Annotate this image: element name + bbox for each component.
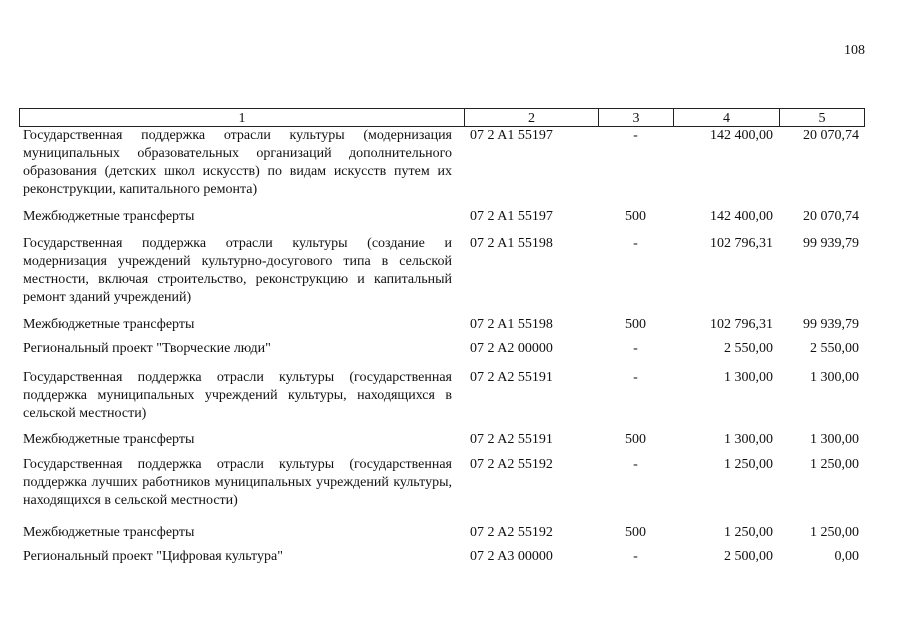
row-name: Государственная поддержка отрасли культуры (государственная поддержка муниципальных учреждений культуры, находящихся в сельской местности) — [23, 370, 452, 421]
row-type: - — [633, 370, 638, 385]
table-row — [19, 235, 865, 307]
table-row — [19, 524, 865, 542]
row-value-5: 2 550,00 — [810, 341, 859, 356]
row-type: 500 — [625, 432, 646, 447]
header-col-1: 1 — [20, 109, 465, 126]
table-row — [19, 340, 865, 358]
row-type: - — [633, 236, 638, 251]
row-type: 500 — [625, 317, 646, 332]
row-value-5: 20 070,74 — [803, 128, 859, 143]
row-code: 07 2 A1 55198 — [470, 236, 553, 251]
row-value-4: 142 400,00 — [710, 209, 773, 224]
row-value-4: 102 796,31 — [710, 317, 773, 332]
row-name: Региональный проект "Творческие люди" — [23, 341, 271, 356]
row-value-4: 142 400,00 — [710, 128, 773, 143]
row-value-4: 2 500,00 — [724, 549, 773, 564]
row-code: 07 2 A2 55191 — [470, 432, 553, 447]
row-value-5: 1 250,00 — [810, 525, 859, 540]
row-name: Межбюджетные трансферты — [23, 432, 195, 447]
row-name: Межбюджетные трансферты — [23, 525, 195, 540]
row-code: 07 2 A1 55197 — [470, 128, 553, 143]
row-value-5: 0,00 — [834, 549, 859, 564]
row-value-5: 1 250,00 — [810, 457, 859, 472]
table-row — [19, 369, 865, 423]
row-name: Межбюджетные трансферты — [23, 317, 195, 332]
table-row — [19, 431, 865, 449]
row-value-4: 1 300,00 — [724, 370, 773, 385]
row-code: 07 2 A1 55198 — [470, 317, 553, 332]
row-code: 07 2 A1 55197 — [470, 209, 553, 224]
table-row — [19, 548, 865, 566]
row-type: - — [633, 457, 638, 472]
row-name: Государственная поддержка отрасли культуры (создание и модернизация учреждений культурно-досугового типа в сельской местности, включая строительство, реконструкцию и капитальный ремонт зданий учреждений) — [23, 236, 452, 305]
table-row — [19, 316, 865, 334]
row-value-4: 102 796,31 — [710, 236, 773, 251]
row-code: 07 2 A3 00000 — [470, 549, 553, 564]
row-value-5: 99 939,79 — [803, 236, 859, 251]
page-number: 108 — [844, 43, 865, 58]
row-code: 07 2 A2 55191 — [470, 370, 553, 385]
row-code: 07 2 A2 00000 — [470, 341, 553, 356]
row-type: - — [633, 128, 638, 143]
row-code: 07 2 A2 55192 — [470, 457, 553, 472]
table-row — [19, 127, 865, 199]
row-name: Государственная поддержка отрасли культуры (государственная поддержка лучших работников муниципальных учреждений культуры, находящихся в сельской местности) — [23, 457, 452, 508]
row-value-4: 2 550,00 — [724, 341, 773, 356]
table-row — [19, 456, 865, 510]
row-value-5: 99 939,79 — [803, 317, 859, 332]
row-type: - — [633, 341, 638, 356]
header-col-5: 5 — [818, 111, 826, 126]
budget-table — [19, 108, 865, 564]
row-value-4: 1 250,00 — [724, 525, 773, 540]
row-type: 500 — [625, 209, 646, 224]
row-name: Государственная поддержка отрасли культуры (модернизация муниципальных образовательных организаций дополнительного образования (детских школ искусств) по видам искусств путем их реконструкции, капитального ремонта) — [23, 128, 452, 197]
table-header-row — [19, 108, 865, 127]
row-value-4: 1 250,00 — [724, 457, 773, 472]
row-value-5: 1 300,00 — [810, 432, 859, 447]
row-name: Региональный проект "Цифровая культура" — [23, 549, 283, 564]
header-col-2: 2 — [465, 109, 599, 126]
row-code: 07 2 A2 55192 — [470, 525, 553, 540]
table-row — [19, 208, 865, 226]
row-value-5: 20 070,74 — [803, 209, 859, 224]
row-type: 500 — [625, 525, 646, 540]
row-name: Межбюджетные трансферты — [23, 209, 195, 224]
header-col-3: 3 — [599, 109, 674, 126]
header-col-4: 4 — [674, 109, 780, 126]
row-value-4: 1 300,00 — [724, 432, 773, 447]
row-value-5: 1 300,00 — [810, 370, 859, 385]
row-type: - — [633, 549, 638, 564]
